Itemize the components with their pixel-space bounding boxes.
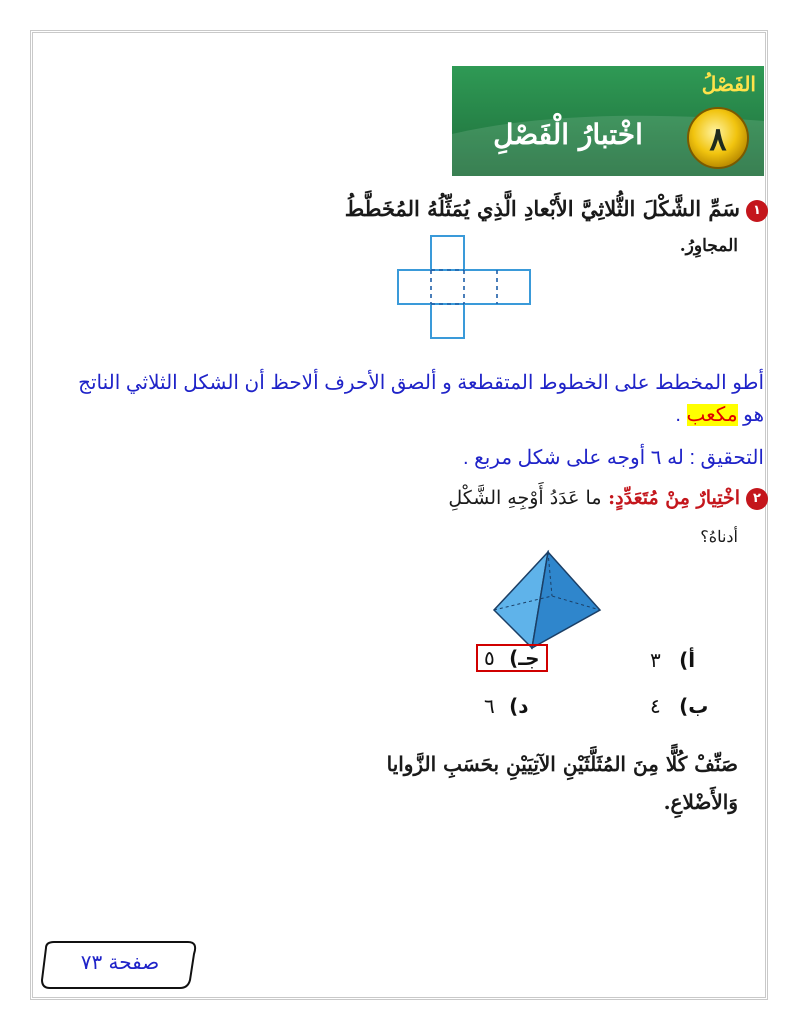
option-c-letter: جـ) <box>509 646 540 670</box>
option-d-letter: د) <box>509 694 529 718</box>
answer-1-verify: التحقيق : له ٦ أوجه على شكل مربع . <box>462 447 764 469</box>
chapter-section-label: الفَصْلُ <box>701 72 756 96</box>
option-c-value: ٥ <box>484 646 495 670</box>
question-2 <box>300 487 768 510</box>
question-2-line1: ما عَدَدُ أَوْجِهِ الشَّكْلِ <box>448 487 602 509</box>
option-d[interactable] <box>484 694 529 718</box>
option-a-value: ٣ <box>650 648 661 672</box>
question-3-line1: صَنِّفْ كُلًّا مِنَ المُثَلَّثَيْنِ الآتِيَيْنِ بحَسَبِ الزَّوايا <box>386 752 738 776</box>
question-2-line2: أدناهُ؟ <box>700 527 738 546</box>
pyramid-figure <box>490 548 606 656</box>
question-1-line2: المجاوِرُ. <box>679 236 738 256</box>
page-number: صفحة ٧٣ <box>80 950 160 974</box>
answer-1-line1: أطو المخطط على الخطوط المتقطعة و ألصق الأحرف ألاحظ أن الشكل الثلاثي الناتج <box>78 372 764 394</box>
question-3-line2: وَالأَضْلاعِ. <box>663 790 738 814</box>
question-1 <box>300 196 768 222</box>
option-a[interactable] <box>650 648 695 672</box>
answer-1-line2 <box>30 402 764 427</box>
option-d-value: ٦ <box>484 694 495 718</box>
question-2-label: اخْتِيارٌ مِنْ مُتَعَدِّدٍ: <box>608 487 740 509</box>
net-face-top <box>431 236 464 270</box>
chapter-number: ٨ <box>709 120 727 158</box>
option-c-selected-box <box>476 644 548 672</box>
question-1-number: ١ <box>746 200 768 222</box>
cube-net-figure <box>392 232 538 342</box>
option-b-letter: ب) <box>679 694 709 718</box>
option-b[interactable] <box>650 694 708 718</box>
answer-1-prefix: هو <box>743 404 764 426</box>
answer-1-highlight: مكعب <box>686 404 738 426</box>
chapter-title: اخْتبارُ الْفَصْلِ <box>493 118 643 151</box>
answer-1-suffix: . <box>675 404 681 426</box>
net-face-bottom <box>431 304 464 338</box>
option-c[interactable] <box>476 646 548 670</box>
option-b-value: ٤ <box>650 694 661 718</box>
question-2-number: ٢ <box>746 488 768 510</box>
question-1-line1: سَمِّ الشَّكْلَ الثُّلاثِيَّ الأَبْعادِ الَّذِي يُمَثِّلُهُ المُخَطَّطُ <box>344 196 740 221</box>
option-a-letter: أ) <box>679 648 696 672</box>
